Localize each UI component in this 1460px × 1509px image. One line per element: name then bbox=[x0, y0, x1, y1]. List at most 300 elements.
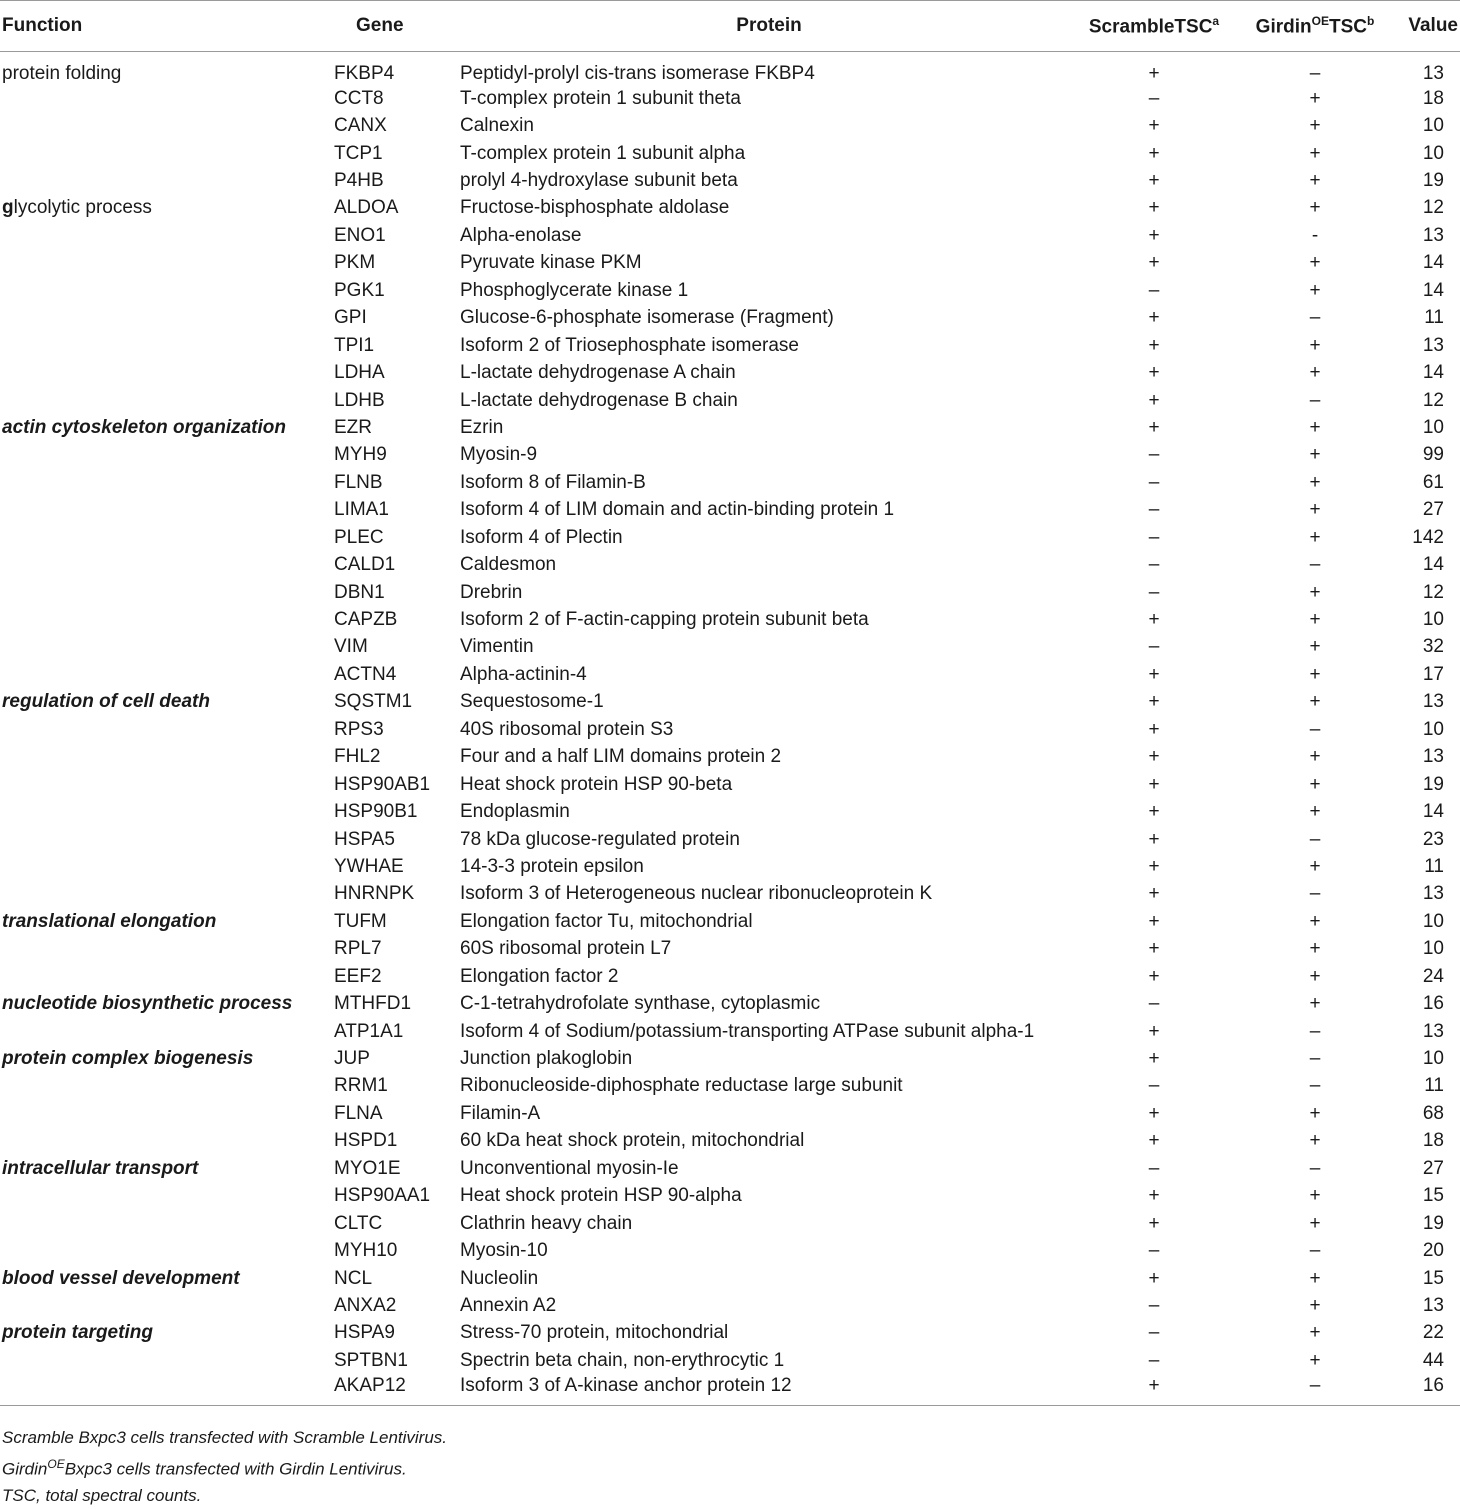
value-cell: 10 bbox=[1422, 938, 1444, 960]
header-girdin-oe-sup: OE bbox=[1311, 13, 1329, 28]
table-row bbox=[0, 936, 1460, 963]
value-cell: 99 bbox=[1422, 444, 1444, 466]
scramble-cell: + bbox=[1148, 197, 1160, 219]
table-row bbox=[0, 250, 1460, 277]
girdin-cell: + bbox=[1309, 526, 1321, 548]
protein-cell: Alpha-actinin-4 bbox=[460, 663, 587, 685]
gene-cell: TUFM bbox=[334, 910, 387, 932]
girdin-cell: + bbox=[1309, 938, 1321, 960]
protein-cell: Isoform 2 of Triosephosphate isomerase bbox=[460, 334, 800, 356]
function-cell bbox=[0, 222, 332, 249]
function-bold-prefix: g bbox=[2, 197, 14, 219]
table-row bbox=[0, 990, 1460, 1017]
girdin-cell: - bbox=[1311, 224, 1319, 246]
scramble-cell: + bbox=[1148, 609, 1160, 631]
value-cell: 14 bbox=[1422, 362, 1444, 384]
value-cell: 10 bbox=[1422, 416, 1444, 438]
gene-cell: HSPD1 bbox=[334, 1130, 398, 1152]
value-cell: 20 bbox=[1422, 1240, 1444, 1262]
scramble-cell: + bbox=[1148, 746, 1160, 768]
girdin-cell: – bbox=[1309, 307, 1321, 329]
girdin-cell: – bbox=[1309, 1048, 1321, 1070]
girdin-cell: + bbox=[1309, 471, 1321, 493]
value-cell: 27 bbox=[1422, 499, 1444, 521]
value-cell: 13 bbox=[1422, 746, 1444, 768]
protein-cell: L-lactate dehydrogenase A chain bbox=[460, 362, 736, 384]
girdin-cell: + bbox=[1309, 773, 1321, 795]
function-cell: protein complex biogenesis bbox=[2, 1048, 254, 1070]
function-cell bbox=[0, 1347, 332, 1374]
scramble-cell: – bbox=[1148, 1075, 1160, 1097]
function-cell bbox=[0, 1100, 332, 1127]
protein-cell: Myosin-10 bbox=[460, 1240, 548, 1262]
table-row bbox=[0, 277, 1460, 304]
protein-cell: Isoform 3 of A-kinase anchor protein 12 bbox=[460, 1375, 1078, 1406]
scramble-cell: + bbox=[1148, 1267, 1160, 1289]
table-footnotes bbox=[2, 1425, 447, 1509]
girdin-cell: – bbox=[1309, 1075, 1321, 1097]
scramble-cell: + bbox=[1148, 416, 1160, 438]
footnote-tsc: TSC, total spectral counts. bbox=[2, 1485, 202, 1505]
protein-cell: Sequestosome-1 bbox=[460, 691, 604, 713]
gene-cell: CANX bbox=[334, 115, 387, 137]
value-cell: 15 bbox=[1422, 1185, 1444, 1207]
function-cell bbox=[0, 853, 332, 880]
protein-cell: Isoform 4 of Sodium/potassium-transporting ATPase subunit alpha-1 bbox=[460, 1020, 1035, 1042]
value-cell: 14 bbox=[1422, 554, 1444, 576]
gene-cell: EZR bbox=[334, 416, 372, 438]
gene-cell: ATP1A1 bbox=[334, 1020, 404, 1042]
gene-cell: YWHAE bbox=[334, 855, 404, 877]
table-row bbox=[0, 414, 1460, 441]
protein-cell: 14-3-3 protein epsilon bbox=[460, 855, 644, 877]
value-cell: 27 bbox=[1422, 1157, 1444, 1179]
girdin-cell: – bbox=[1309, 554, 1321, 576]
scramble-cell: + bbox=[1148, 773, 1160, 795]
protein-cell: prolyl 4-hydroxylase subunit beta bbox=[460, 170, 738, 192]
function-cell bbox=[0, 250, 332, 277]
table-row bbox=[0, 1183, 1460, 1210]
protein-cell: Isoform 2 of F-actin-capping protein subunit beta bbox=[460, 609, 869, 631]
value-cell: 13 bbox=[1422, 691, 1444, 713]
gene-cell: LIMA1 bbox=[334, 499, 389, 521]
table-row bbox=[0, 1347, 1460, 1374]
scramble-cell: + bbox=[1148, 170, 1160, 192]
scramble-cell: + bbox=[1148, 1185, 1160, 1207]
girdin-cell: + bbox=[1309, 581, 1321, 603]
table-row bbox=[0, 1100, 1460, 1127]
function-cell bbox=[0, 387, 332, 414]
girdin-cell: – bbox=[1309, 63, 1321, 84]
value-cell: 14 bbox=[1422, 801, 1444, 823]
girdin-cell: + bbox=[1309, 1102, 1321, 1124]
girdin-cell: + bbox=[1309, 801, 1321, 823]
scramble-cell: – bbox=[1148, 993, 1160, 1015]
girdin-cell: – bbox=[1309, 828, 1321, 850]
scramble-cell: + bbox=[1148, 252, 1160, 274]
girdin-cell: + bbox=[1309, 636, 1321, 658]
gene-cell: GPI bbox=[334, 307, 367, 329]
scramble-cell: – bbox=[1148, 499, 1160, 521]
protein-cell: Ribonucleoside-diphosphate reductase large subunit bbox=[460, 1075, 903, 1097]
gene-cell: P4HB bbox=[334, 170, 384, 192]
footnote-girdin bbox=[2, 1451, 447, 1483]
girdin-cell: + bbox=[1309, 609, 1321, 631]
table-row bbox=[0, 1375, 1460, 1406]
gene-cell: HSP90B1 bbox=[334, 801, 418, 823]
function-cell bbox=[0, 1183, 332, 1210]
scramble-cell: + bbox=[1148, 389, 1160, 411]
scramble-cell: – bbox=[1148, 581, 1160, 603]
protein-cell: Junction plakoglobin bbox=[460, 1048, 633, 1070]
table-row bbox=[0, 52, 1460, 86]
table-row bbox=[0, 826, 1460, 853]
gene-cell: MYH9 bbox=[334, 444, 387, 466]
protein-cell: Isoform 8 of Filamin-B bbox=[460, 471, 646, 493]
table-row bbox=[0, 744, 1460, 771]
value-cell: 15 bbox=[1422, 1267, 1444, 1289]
scramble-cell: – bbox=[1148, 471, 1160, 493]
gene-cell: JUP bbox=[334, 1048, 370, 1070]
scramble-cell: + bbox=[1148, 307, 1160, 329]
function-cell bbox=[0, 277, 332, 304]
value-cell: 11 bbox=[1424, 307, 1444, 329]
girdin-cell: + bbox=[1309, 1322, 1321, 1344]
gene-cell: FLNB bbox=[334, 471, 383, 493]
protein-cell: Heat shock protein HSP 90-alpha bbox=[460, 1185, 742, 1207]
function-cell bbox=[0, 195, 332, 222]
girdin-cell: + bbox=[1309, 416, 1321, 438]
girdin-cell: + bbox=[1309, 691, 1321, 713]
girdin-cell: + bbox=[1309, 87, 1321, 109]
value-cell: 18 bbox=[1422, 1130, 1444, 1152]
protein-cell: Isoform 3 of Heterogeneous nuclear ribonucleoprotein K bbox=[460, 883, 933, 905]
gene-cell: RPS3 bbox=[334, 718, 384, 740]
function-cell: blood vessel development bbox=[2, 1267, 240, 1289]
value-cell: 13 bbox=[1422, 883, 1444, 905]
scramble-cell: – bbox=[1148, 526, 1160, 548]
protein-cell: Alpha-enolase bbox=[460, 224, 582, 246]
girdin-cell: + bbox=[1309, 965, 1321, 987]
value-cell: 10 bbox=[1422, 1048, 1444, 1070]
scramble-cell: + bbox=[1148, 1020, 1160, 1042]
protein-cell: Annexin A2 bbox=[460, 1294, 557, 1316]
table-row bbox=[0, 387, 1460, 414]
scramble-cell: + bbox=[1148, 801, 1160, 823]
value-cell: 13 bbox=[1422, 224, 1444, 246]
function-cell: protein targeting bbox=[2, 1322, 153, 1344]
scramble-cell: + bbox=[1148, 1130, 1160, 1152]
header-value: Value bbox=[1400, 1, 1460, 52]
girdin-cell: – bbox=[1309, 389, 1321, 411]
gene-cell: HSPA9 bbox=[334, 1322, 395, 1344]
value-cell: 14 bbox=[1422, 252, 1444, 274]
scramble-cell: – bbox=[1148, 554, 1160, 576]
value-cell: 12 bbox=[1422, 389, 1444, 411]
table-row bbox=[0, 1292, 1460, 1319]
gene-cell: TPI1 bbox=[334, 334, 375, 356]
function-cell bbox=[0, 881, 332, 908]
value-cell: 16 bbox=[1422, 993, 1444, 1015]
scramble-cell: + bbox=[1148, 855, 1160, 877]
function-cell: protein folding bbox=[2, 63, 122, 84]
value-cell: 13 bbox=[1422, 63, 1444, 84]
table-row bbox=[0, 606, 1460, 633]
girdin-cell: – bbox=[1309, 883, 1321, 905]
function-cell bbox=[0, 1210, 332, 1237]
table-row bbox=[0, 1073, 1460, 1100]
header-girdin-prefix: Girdin bbox=[1255, 16, 1312, 38]
function-cell bbox=[0, 551, 332, 578]
gene-cell: CLTC bbox=[334, 1212, 383, 1234]
gene-cell: HSP90AB1 bbox=[334, 773, 431, 795]
girdin-cell: + bbox=[1309, 1130, 1321, 1152]
girdin-cell: + bbox=[1309, 855, 1321, 877]
scramble-cell: + bbox=[1148, 663, 1160, 685]
scramble-cell: – bbox=[1148, 87, 1160, 109]
gene-cell: EEF2 bbox=[334, 965, 382, 987]
girdin-cell: – bbox=[1309, 718, 1321, 740]
gene-cell: CCT8 bbox=[334, 87, 384, 109]
scramble-cell: – bbox=[1148, 1294, 1160, 1316]
value-cell: 13 bbox=[1422, 334, 1444, 356]
table-row bbox=[0, 332, 1460, 359]
function-cell bbox=[0, 716, 332, 743]
table-row bbox=[0, 195, 1460, 222]
value-cell: 10 bbox=[1422, 115, 1444, 137]
protein-cell: Isoform 4 of LIM domain and actin-binding protein 1 bbox=[460, 499, 895, 521]
protein-cell: Pyruvate kinase PKM bbox=[460, 252, 642, 274]
value-cell: 10 bbox=[1422, 910, 1444, 932]
value-cell: 32 bbox=[1422, 636, 1444, 658]
value-cell: 17 bbox=[1422, 663, 1444, 685]
protein-cell: Glucose-6-phosphate isomerase (Fragment) bbox=[460, 307, 834, 329]
table-row bbox=[0, 1128, 1460, 1155]
function-cell bbox=[0, 497, 332, 524]
girdin-cell: + bbox=[1309, 1267, 1321, 1289]
header-scramble-sup: a bbox=[1212, 13, 1220, 28]
gene-cell: MYH10 bbox=[334, 1240, 398, 1262]
protein-cell: Unconventional myosin-Ie bbox=[460, 1157, 679, 1179]
table-row bbox=[0, 112, 1460, 139]
table-row bbox=[0, 908, 1460, 935]
table-row bbox=[0, 963, 1460, 990]
footnote-girdin-prefix: Girdin bbox=[2, 1459, 48, 1479]
function-cell bbox=[0, 798, 332, 825]
gene-cell: HNRNPK bbox=[334, 883, 415, 905]
function-cell bbox=[0, 661, 332, 688]
scramble-cell: – bbox=[1148, 1240, 1160, 1262]
scramble-cell: – bbox=[1148, 1157, 1160, 1179]
scramble-cell: + bbox=[1148, 883, 1160, 905]
table-row bbox=[0, 771, 1460, 798]
scramble-cell: + bbox=[1148, 910, 1160, 932]
table-row bbox=[0, 579, 1460, 606]
protein-cell: Isoform 4 of Plectin bbox=[460, 526, 623, 548]
scramble-cell: + bbox=[1148, 362, 1160, 384]
gene-cell: PLEC bbox=[334, 526, 384, 548]
girdin-cell: + bbox=[1309, 362, 1321, 384]
girdin-cell: + bbox=[1309, 1212, 1321, 1234]
girdin-cell: + bbox=[1309, 197, 1321, 219]
table-row bbox=[0, 167, 1460, 194]
protein-cell: Elongation factor Tu, mitochondrial bbox=[460, 910, 753, 932]
girdin-cell: + bbox=[1309, 1349, 1321, 1371]
protein-cell: Clathrin heavy chain bbox=[460, 1212, 633, 1234]
table-row bbox=[0, 1210, 1460, 1237]
scramble-cell: + bbox=[1148, 691, 1160, 713]
protein-cell: Spectrin beta chain, non-erythrocytic 1 bbox=[460, 1349, 785, 1371]
protein-cell: T-complex protein 1 subunit theta bbox=[460, 87, 741, 109]
gene-cell: FHL2 bbox=[334, 746, 381, 768]
table-row bbox=[0, 305, 1460, 332]
gene-cell: RPL7 bbox=[334, 938, 382, 960]
function-cell: intracellular transport bbox=[2, 1157, 199, 1179]
value-cell: 142 bbox=[1412, 526, 1444, 548]
scramble-cell: + bbox=[1148, 224, 1160, 246]
table-row bbox=[0, 551, 1460, 578]
value-cell: 19 bbox=[1422, 1212, 1444, 1234]
function-cell bbox=[0, 85, 332, 112]
scramble-cell: – bbox=[1148, 279, 1160, 301]
function-cell: translational elongation bbox=[2, 910, 217, 932]
protein-cell: Myosin-9 bbox=[460, 444, 538, 466]
table-row bbox=[0, 85, 1460, 112]
protein-cell: 40S ribosomal protein S3 bbox=[460, 718, 674, 740]
header-girdin-suffix: TSC bbox=[1328, 16, 1367, 38]
protein-cell: Calnexin bbox=[460, 115, 534, 137]
protein-cell: Drebrin bbox=[460, 581, 523, 603]
header-scramble-text: ScrambleTSC bbox=[1088, 16, 1213, 38]
girdin-cell: + bbox=[1309, 663, 1321, 685]
protein-cell: Peptidyl-prolyl cis-trans isomerase FKBP4 bbox=[460, 63, 815, 84]
gene-cell: DBN1 bbox=[334, 581, 385, 603]
value-cell: 24 bbox=[1422, 965, 1444, 987]
value-cell: 44 bbox=[1422, 1349, 1444, 1371]
gene-cell: LDHB bbox=[334, 389, 385, 411]
table-row bbox=[0, 1320, 1460, 1347]
protein-cell: Caldesmon bbox=[460, 554, 557, 576]
function-cell bbox=[0, 469, 332, 496]
function-cell: actin cytoskeleton organization bbox=[2, 416, 286, 438]
function-cell bbox=[0, 1018, 332, 1045]
footnote-scramble: Scramble Bxpc3 cells transfected with Scramble Lentivirus. bbox=[2, 1428, 448, 1447]
scramble-cell: – bbox=[1148, 636, 1160, 658]
girdin-cell: + bbox=[1309, 1294, 1321, 1316]
function-cell bbox=[0, 771, 332, 798]
value-cell: 16 bbox=[1400, 1375, 1460, 1406]
function-cell bbox=[0, 1375, 332, 1406]
girdin-cell: – bbox=[1309, 1020, 1321, 1042]
table-row bbox=[0, 359, 1460, 386]
gene-cell: AKAP12 bbox=[332, 1375, 460, 1406]
gene-cell: CAPZB bbox=[334, 609, 398, 631]
table-row bbox=[0, 716, 1460, 743]
protein-cell: 60S ribosomal protein L7 bbox=[460, 938, 672, 960]
scramble-cell: + bbox=[1148, 1212, 1160, 1234]
value-cell: 10 bbox=[1422, 718, 1444, 740]
function-cell bbox=[0, 524, 332, 551]
function-cell bbox=[0, 1073, 332, 1100]
gene-cell: HSPA5 bbox=[334, 828, 395, 850]
scramble-cell: + bbox=[1078, 1375, 1230, 1406]
gene-cell: VIM bbox=[334, 636, 368, 658]
table-row bbox=[0, 1155, 1460, 1182]
girdin-cell: + bbox=[1309, 746, 1321, 768]
girdin-cell: + bbox=[1309, 334, 1321, 356]
scramble-cell: + bbox=[1148, 718, 1160, 740]
scramble-cell: – bbox=[1148, 1349, 1160, 1371]
value-cell: 11 bbox=[1424, 855, 1444, 877]
gene-cell: FKBP4 bbox=[334, 63, 395, 84]
value-cell: 12 bbox=[1422, 197, 1444, 219]
girdin-cell: + bbox=[1309, 115, 1321, 137]
value-cell: 61 bbox=[1422, 471, 1444, 493]
function-cell bbox=[0, 579, 332, 606]
function-cell bbox=[0, 606, 332, 633]
gene-cell: NCL bbox=[334, 1267, 373, 1289]
value-cell: 68 bbox=[1422, 1102, 1444, 1124]
scramble-cell: + bbox=[1148, 63, 1160, 84]
girdin-cell: + bbox=[1309, 170, 1321, 192]
table-row bbox=[0, 798, 1460, 825]
function-cell bbox=[0, 112, 332, 139]
function-cell bbox=[0, 359, 332, 386]
protein-cell: Four and a half LIM domains protein 2 bbox=[460, 746, 782, 768]
function-cell: nucleotide biosynthetic process bbox=[2, 993, 293, 1015]
table-row bbox=[0, 1237, 1460, 1264]
value-cell: 23 bbox=[1422, 828, 1444, 850]
scramble-cell: + bbox=[1148, 965, 1160, 987]
scramble-cell: – bbox=[1148, 444, 1160, 466]
value-cell: 18 bbox=[1422, 87, 1444, 109]
table-row bbox=[0, 140, 1460, 167]
girdin-cell: + bbox=[1309, 444, 1321, 466]
function-cell bbox=[0, 1128, 332, 1155]
value-cell: 10 bbox=[1422, 142, 1444, 164]
girdin-cell: + bbox=[1309, 142, 1321, 164]
function-cell bbox=[0, 826, 332, 853]
protein-cell: L-lactate dehydrogenase B chain bbox=[460, 389, 738, 411]
gene-cell: SQSTM1 bbox=[334, 691, 413, 713]
gene-cell: TCP1 bbox=[334, 142, 383, 164]
girdin-cell: + bbox=[1309, 1185, 1321, 1207]
table-row bbox=[0, 1018, 1460, 1045]
gene-cell: PKM bbox=[334, 252, 376, 274]
table-row bbox=[0, 853, 1460, 880]
table-row bbox=[0, 497, 1460, 524]
table-row bbox=[0, 222, 1460, 249]
table-row bbox=[0, 469, 1460, 496]
table-row bbox=[0, 689, 1460, 716]
function-cell bbox=[0, 936, 332, 963]
function-cell bbox=[0, 140, 332, 167]
value-cell: 14 bbox=[1422, 279, 1444, 301]
table-body bbox=[0, 52, 1460, 1406]
gene-cell: ENO1 bbox=[334, 224, 386, 246]
value-cell: 19 bbox=[1422, 170, 1444, 192]
girdin-cell: – bbox=[1309, 1240, 1321, 1262]
gene-cell: RRM1 bbox=[334, 1075, 388, 1097]
footnote-girdin-sup: OE bbox=[47, 1457, 65, 1471]
function-cell: regulation of cell death bbox=[2, 691, 210, 713]
table-row bbox=[0, 661, 1460, 688]
girdin-cell: + bbox=[1309, 993, 1321, 1015]
value-cell: 13 bbox=[1422, 1294, 1444, 1316]
protein-cell: Phosphoglycerate kinase 1 bbox=[460, 279, 689, 301]
girdin-cell: + bbox=[1309, 499, 1321, 521]
value-cell: 19 bbox=[1422, 773, 1444, 795]
